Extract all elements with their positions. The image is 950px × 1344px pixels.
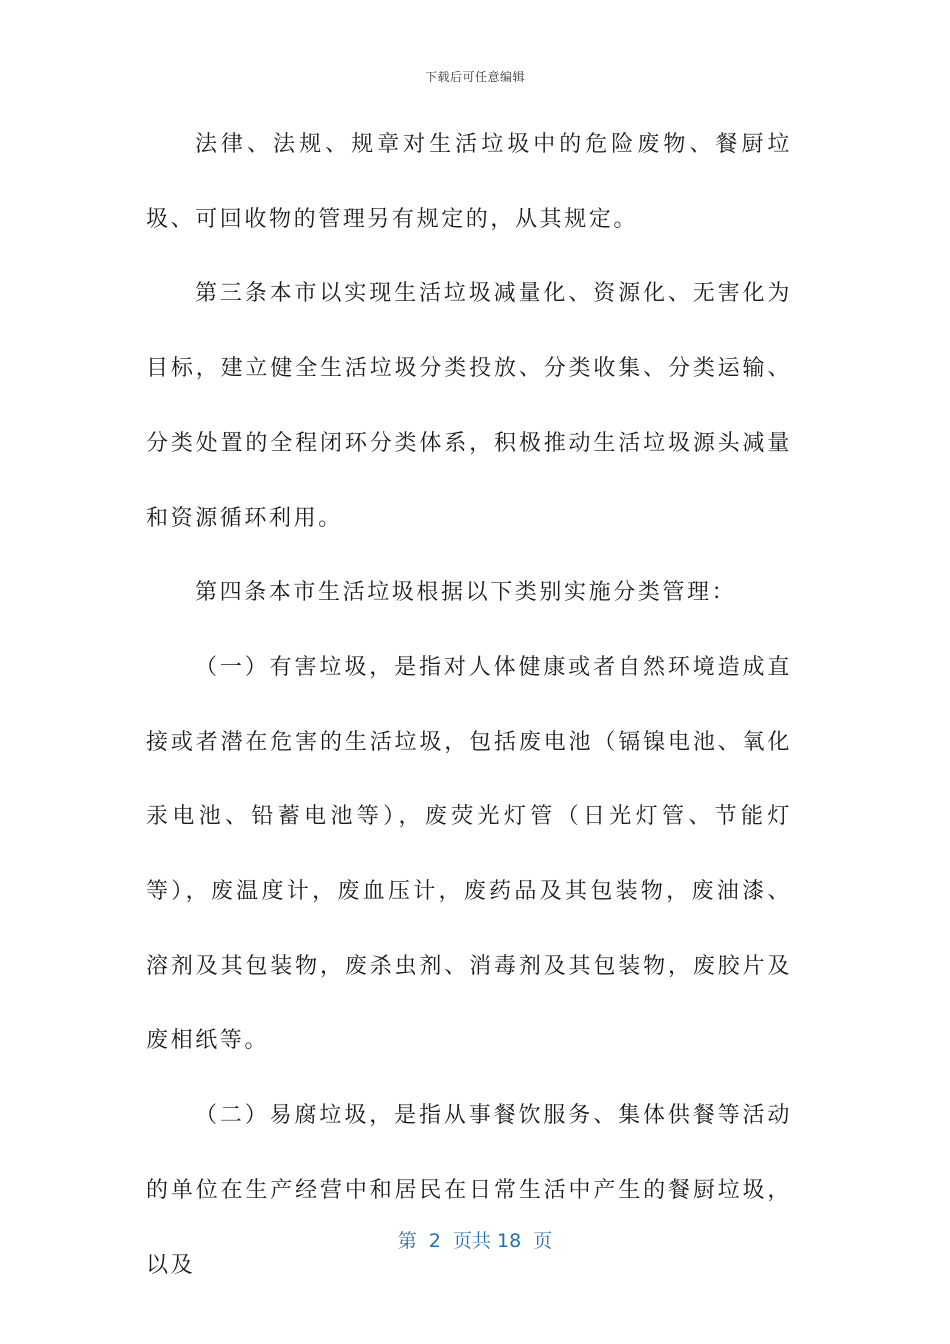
paragraph-hazardous-waste: （一）有害垃圾，是指对人体健康或者自然环境造成直接或者潜在危害的生活垃圾，包括废电池（镉镍电池、氧化汞电池、铅蓄电池等），废荧光灯管（日光灯管、节能灯等），废温度计，废血压计，废药品及其包装物，废油漆、溶剂及其包装物，废杀虫剂、消毒剂及其包装物，废胶片及废相纸等。 [146, 654, 792, 1054]
page-number-footer: 第 2 页共 18 页 [397, 1230, 553, 1252]
header-note: 下载后可任意编辑 [424, 70, 525, 84]
paragraph-article-4: 第四条本市生活垃圾根据以下类别实施分类管理： [195, 580, 737, 606]
paragraph-perishable-waste: （二）易腐垃圾，是指从事餐饮服务、集体供餐等活动的单位在生产经营中和居民在日常生活中产生的餐厨垃圾，以及 [146, 1103, 792, 1278]
document-body [146, 108, 792, 1303]
paragraph-legal-exception: 法律、法规、规章对生活垃圾中的危险废物、餐厨垃圾、可回收物的管理另有规定的，从其规定。 [146, 132, 792, 232]
paragraph-article-3: 第三条本市以实现生活垃圾减量化、资源化、无害化为目标，建立健全生活垃圾分类投放、分类收集、分类运输、分类处置的全程闭环分类体系，积极推动生活垃圾源头减量和资源循环利用。 [146, 281, 792, 531]
